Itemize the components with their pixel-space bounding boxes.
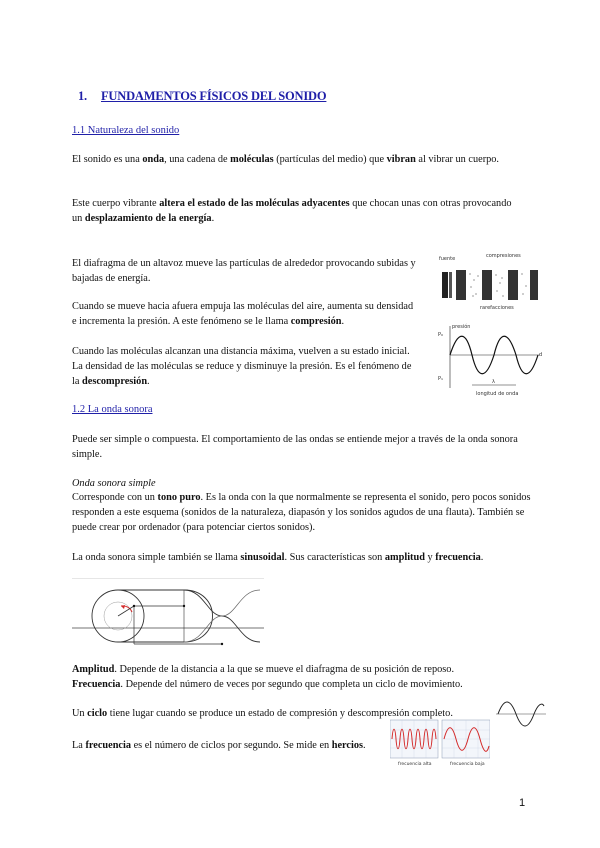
presion-label: presión — [452, 324, 471, 330]
rarefacciones-label: rarefacciones — [480, 305, 514, 311]
page-number: 1 — [519, 797, 526, 809]
circle-sine-figure — [72, 578, 264, 652]
rarefaction-dots — [469, 273, 526, 296]
paragraph-simple-compuesta: Puede ser simple o compuesta. El comportamiento de las ondas se entiende mejor a través de la onda sonora simple. — [72, 434, 518, 460]
p1-label: P₁ — [438, 376, 444, 382]
paragraph-hercios: La frecuencia es el número de ciclos por segundo. Se mide en hercios. — [72, 740, 366, 751]
paragraph-descompresion: Cuando las moléculas alcanzan una distancia máxima, vuelven a su estado inicial. La densidad de las moléculas se reduce y disminuye la presión. Es el fenómeno de la descompresión. — [72, 346, 412, 387]
frequency-comparison-figure — [390, 718, 490, 768]
wavelength-label: longitud de onda — [476, 391, 519, 397]
paragraph-amplitud: Amplitud. Depende de la distancia a la que se mueve el diafragma de su posición de reposo. — [72, 664, 455, 675]
paragraph-diafragma: El diafragma de un altavoz mueve las partículas de alrededor provocando subidas y bajadas de energía. — [72, 258, 416, 284]
p0-label: P₀ — [438, 332, 444, 338]
section-number: 1. — [78, 89, 87, 103]
section-title-text: FUNDAMENTOS FÍSICOS DEL SONIDO — [100, 89, 327, 103]
paragraph-sinusoidal: La onda sonora simple también se llama sinusoidal. Sus características son amplitud y frecuencia. — [72, 552, 484, 563]
compression-wave-figure — [438, 250, 548, 398]
subsection-title-naturaleza[interactable]: 1.1 Naturaleza del sonido — [72, 125, 180, 136]
low-frequency-caption: frecuencia baja — [450, 762, 485, 767]
compresiones-label: compresiones — [486, 253, 521, 259]
paragraph-compresion: Cuando se mueve hacia afuera empuja las moléculas del aire, aumenta su densidad e incrementa la presión. A este fenómeno se le llama compresión. — [72, 301, 414, 327]
high-frequency-caption: frecuencia alta — [398, 762, 432, 767]
speaker-diaphragm-icon — [442, 272, 448, 298]
paragraph-frecuencia: Frecuencia. Depende del número de veces por segundo que completa un ciclo de movimiento. — [72, 679, 463, 690]
lambda-label: λ — [492, 379, 495, 385]
paragraph-onda: El sonido es una onda, una cadena de moléculas (partículas del medio) que vibran al vibrar un cuerpo. — [72, 154, 499, 165]
paragraph-cuerpo-vibrante: Este cuerpo vibrante altera el estado de las moléculas adyacentes que chocan unas con otras provocando un desplazamiento de la energía. — [72, 198, 512, 224]
paragraph-tono-puro: Corresponde con un tono puro. Es la onda con la que normalmente se representa el sonido, pero pocos sonidos responden a este esquema (sonidos de la naturaleza, diapasón y los sonidos agudos de una flauta). También se puede crear por ordenador (para potenciar ciertos sonidos). — [72, 492, 531, 533]
section-title — [78, 89, 326, 104]
subsection-title-onda-sonora[interactable]: 1.2 La onda sonora — [72, 404, 153, 415]
fuente-label: fuente — [439, 256, 456, 262]
subsection-title-onda-simple: Onda sonora simple — [72, 478, 156, 489]
d-label: d — [539, 352, 543, 358]
compression-bands — [456, 270, 538, 300]
paragraph-ciclo: Un ciclo tiene lugar cuando se produce un estado de compresión y descompresión completo. — [72, 708, 453, 719]
cycle-sine-figure — [496, 696, 546, 732]
